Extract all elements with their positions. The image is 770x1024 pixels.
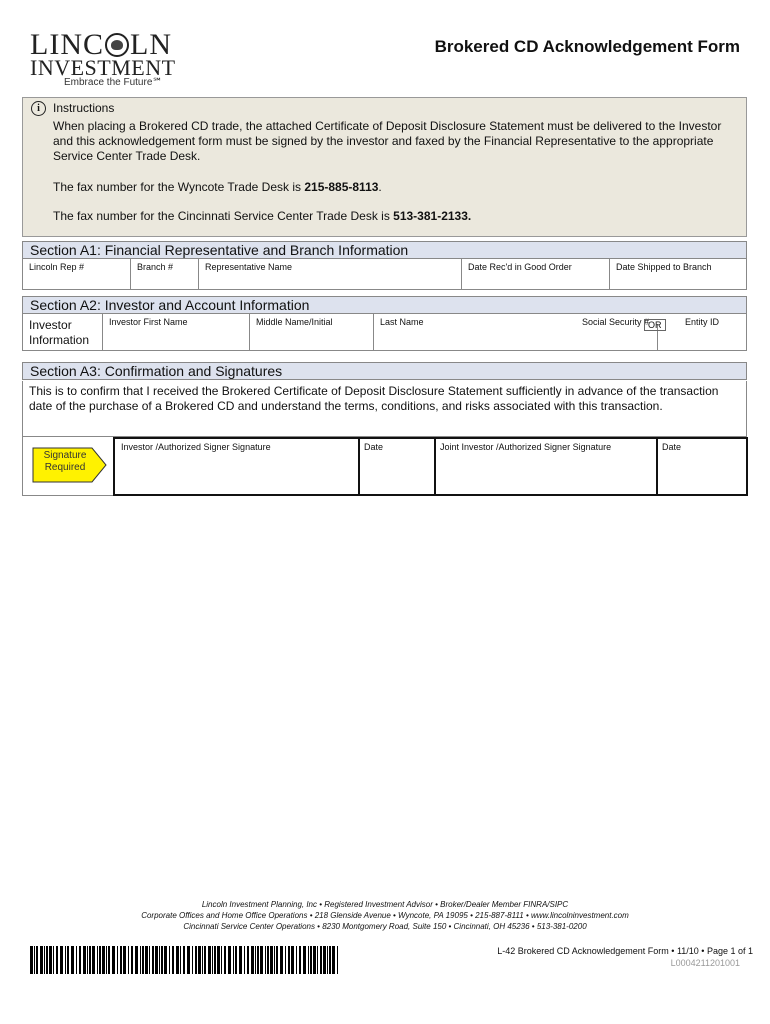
barcode-image bbox=[30, 946, 340, 974]
middle-name-field[interactable]: Middle Name/Initial bbox=[250, 314, 374, 350]
instructions-paragraph: When placing a Brokered CD trade, the attached Certificate of Deposit Disclosure Statement must be delivered to the Investor and this acknowledgement form must be signed by the investor and faxed by the Financial Representative to the appropriate Service Center Trade Desk. bbox=[53, 119, 722, 163]
signature-row bbox=[22, 437, 747, 496]
info-icon: i bbox=[31, 101, 46, 116]
fax-cincinnati-number: 513-381-2133. bbox=[393, 209, 472, 223]
footer-line-2: Corporate Offices and Home Office Operations • 218 Glenside Avenue • Wyncote, PA 19095 • 215-887-8111 • www.lincolninvestment.com bbox=[141, 911, 629, 920]
or-label: OR bbox=[644, 315, 666, 333]
logo-globe-icon bbox=[105, 33, 129, 57]
joint-investor-signature-field[interactable]: Joint Investor /Authorized Signer Signature bbox=[434, 437, 658, 496]
joint-investor-date-field[interactable]: Date bbox=[656, 437, 748, 496]
entity-id-field[interactable]: Entity ID bbox=[684, 317, 719, 327]
form-title: Brokered CD Acknowledgement Form bbox=[434, 37, 740, 56]
section-a3-header: Section A3: Confirmation and Signatures bbox=[22, 362, 747, 380]
footer-line-1: Lincoln Investment Planning, Inc • Registered Investment Advisor • Broker/Dealer Member FINRA/SIPC bbox=[201, 900, 569, 909]
date-received-field[interactable]: Date Rec'd in Good Order bbox=[462, 259, 610, 289]
section-a2-row bbox=[22, 314, 747, 351]
signature-required-flag: Signature Required bbox=[32, 447, 108, 483]
section-a1-header: Section A1: Financial Representative and Branch Information bbox=[22, 241, 747, 259]
logo-tagline: Embrace the Future℠ bbox=[64, 77, 163, 88]
fax-wyncote-number: 215-885-8113 bbox=[304, 180, 379, 194]
last-name-field[interactable]: Last Name bbox=[380, 317, 424, 327]
branch-field[interactable]: Branch # bbox=[131, 259, 199, 289]
confirmation-text: This is to confirm that I received the Brokered Certificate of Deposit Disclosure Statement sufficiently in advance of the transaction date of the purchase of a Brokered CD and understand the terms, conditions, and risks associated with this transaction. bbox=[22, 381, 747, 437]
fax-cincinnati: The fax number for the Cincinnati Service Center Trade Desk is 513-381-2133. bbox=[53, 209, 472, 223]
form-code: L0004211201001 bbox=[670, 958, 740, 968]
logo-wordmark: INVESTMENT bbox=[30, 55, 176, 80]
footer-line-3: Cincinnati Service Center Operations • 8230 Montgomery Road, Suite 150 • Cincinnati, OH 45236 • 513-381-0200 bbox=[183, 922, 587, 931]
lincoln-rep-field[interactable]: Lincoln Rep # bbox=[23, 259, 131, 289]
instructions-heading: Instructions bbox=[53, 101, 115, 115]
representative-name-field[interactable]: Representative Name bbox=[199, 259, 462, 289]
investor-information-label: Investor Information bbox=[23, 314, 103, 350]
section-a2-header: Section A2: Investor and Account Information bbox=[22, 296, 747, 314]
social-security-field[interactable]: Social Security # bbox=[581, 317, 649, 327]
date-shipped-field[interactable]: Date Shipped to Branch bbox=[616, 262, 712, 272]
investor-first-name-field[interactable]: Investor First Name bbox=[103, 314, 250, 350]
logo: LINC LN bbox=[30, 28, 172, 61]
form-id: L-42 Brokered CD Acknowledgement Form • 11/10 • Page 1 of 1 bbox=[497, 946, 753, 956]
section-a1-row bbox=[22, 259, 747, 290]
investor-signature-field[interactable]: Investor /Authorized Signer Signature bbox=[113, 437, 360, 496]
fax-wyncote: The fax number for the Wyncote Trade Desk is 215-885-8113. bbox=[53, 180, 382, 194]
investor-date-field[interactable]: Date bbox=[358, 437, 436, 496]
